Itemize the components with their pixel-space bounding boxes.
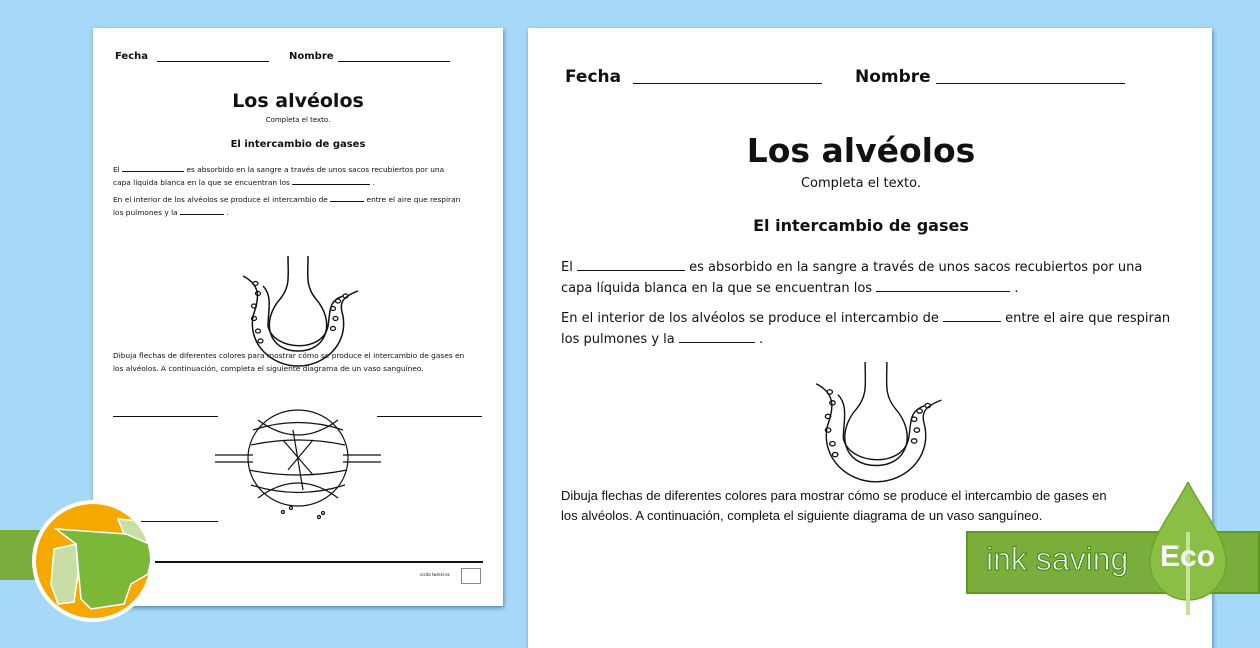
p2-b: entre el aire que respiran <box>1005 311 1171 326</box>
nombre-line <box>338 61 450 62</box>
blank-3 <box>330 201 364 202</box>
alveolus-diagram <box>810 362 942 484</box>
fecha-label: Fecha <box>565 67 622 87</box>
p3-a: Dibuja flechas de diferentes colores para mostrar cómo se produce el intercambio de gases en <box>561 488 1107 503</box>
nombre-line <box>936 83 1125 84</box>
fecha-label: Fecha <box>115 51 149 62</box>
fecha-line <box>157 61 269 62</box>
label-line-left-top <box>113 416 218 417</box>
spain-map-badge <box>32 500 154 622</box>
blood-vessel-diagram <box>213 400 383 525</box>
blank-1 <box>122 171 184 172</box>
nombre-label: Nombre <box>855 67 931 87</box>
label-line-bottom <box>155 561 483 563</box>
fecha-line <box>633 83 822 84</box>
nombre-label: Nombre <box>289 51 334 62</box>
p3-b: los alvéolos. A continuación, completa el siguiente diagrama de un vaso sanguíneo. <box>561 508 1043 523</box>
eco-label: Eco <box>1160 540 1216 573</box>
blank-4 <box>180 214 224 215</box>
section-heading: El intercambio de gases <box>230 139 366 150</box>
blank-4[interactable] <box>679 342 755 343</box>
p2-a: En el interior de los alvéolos se produce el intercambio de <box>561 311 939 326</box>
p1-a: El <box>561 260 573 275</box>
blank-2 <box>292 184 370 185</box>
blank-3[interactable] <box>943 321 1001 322</box>
p2-c: los pulmones y la <box>113 207 178 217</box>
blank-1[interactable] <box>577 270 685 271</box>
p2-c: los pulmones y la <box>561 332 675 347</box>
worksheet-thumbnail[interactable] <box>93 28 503 606</box>
worksheet-subtitle: Completa el texto. <box>800 176 921 191</box>
label-line-left-bottom <box>141 521 218 522</box>
p1-b: es absorbido en la sangre a través de unos sacos recubiertos por una <box>689 260 1143 275</box>
ink-saving-label: ink saving <box>986 541 1129 577</box>
worksheet-title: Los alvéolos <box>746 131 976 170</box>
p3-a: Dibuja flechas de diferentes colores para mostrar cómo se produce el intercambio de gases en <box>113 351 465 360</box>
p1-a: El <box>113 165 120 174</box>
period: . <box>372 177 375 187</box>
p2-b: entre el aire que respiran <box>366 195 461 204</box>
worksheet-title: Los alvéolos <box>232 90 364 112</box>
p2-a: En el interior de los alvéolos se produce el intercambio de <box>113 195 328 204</box>
p1-b: es absorbido en la sangre a través de unos sacos recubiertos por una <box>186 165 445 174</box>
period: . <box>226 207 229 217</box>
period: . <box>759 332 764 347</box>
label-line-right-top <box>377 416 482 417</box>
period: . <box>1014 281 1019 296</box>
p1-c: capa líquida blanca en la que se encuentran los <box>113 177 290 187</box>
section-heading: El intercambio de gases <box>753 216 969 235</box>
twinkl-logo <box>461 568 481 584</box>
worksheet-subtitle: Completa el texto. <box>265 116 331 124</box>
p3-b: los alvéolos. A continuación, completa el siguiente diagrama de un vaso sanguíneo. <box>113 363 424 373</box>
blank-2[interactable] <box>876 291 1010 292</box>
footer-text: visita twinkl.es <box>420 572 450 577</box>
p1-c: capa líquida blanca en la que se encuentran los <box>561 281 873 296</box>
